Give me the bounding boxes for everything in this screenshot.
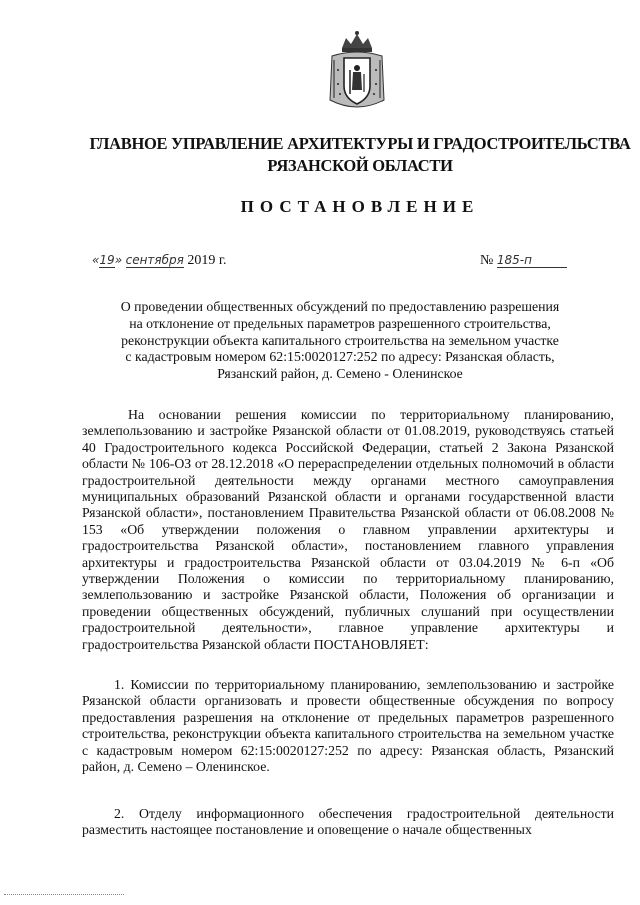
subject-line: О проведении общественных обсуждений по предоставлению разрешения — [120, 299, 560, 314]
organization-name-line2: РЯЗАНСКОЙ ОБЛАСТИ — [267, 156, 453, 175]
clause-1-paragraph: 1. Комиссии по территориальному планированию, землепользованию и застройке Рязанской области организовать и провести общественные обсуждения по вопросу предоставления разрешения на отклонение от предельных параметров разрешенного строительства, реконструкции объекта капитального строительства на земельном участке с кадастровым номером 62:15:0020127:252 по адресу: Рязанская область, Рязанский район, д. Семено – Оленинское. — [82, 677, 614, 775]
subject-line: реконструкции объекта капитального строительства на земельном участке — [121, 332, 559, 348]
date-month: сентября — [125, 253, 184, 267]
date-year: 2019 г. — [187, 253, 227, 268]
subject-line: Рязанский район, д. Семено - Оленинское — [217, 366, 463, 382]
clause-2-paragraph: 2. Отделу информационного обеспечения градостроительной деятельности разместить настоящее постановление и оповещение о начале общественных — [82, 806, 614, 838]
document-type-title: ПОСТАНОВЛЕНИЕ — [240, 197, 480, 216]
document-date — [92, 253, 227, 269]
document-subject — [90, 299, 590, 383]
number-prefix: № — [480, 253, 494, 268]
subject-line: с кадастровым номером 62:15:0020127:252 по адресу: Рязанская область, — [125, 349, 555, 365]
preamble-paragraph: На основании решения комиссии по территориальному планированию, землепользованию и застройке Рязанской области от 01.08.2019, руководствуясь статьей 40 Градостроительного кодекса Российской Федерации, статьей 2 Закона Рязанской области № 106-ОЗ от 28.12.2018 «О перераспределении отдельных полномочий в области градостроительной деятельности между органами местного самоуправления муниципальных образований Рязанской области и органами государственной власти Рязанской области», постановлением Правительства Рязанской области от 06.08.2008 № 153 «Об утверждении положения о главном управлении архитектуры и градостроительства Рязанской области», постановлением главного управления архитектуры и градостроительства Рязанской области от 03.04.2019 № 6-п «Об утверждении Положения о комиссии по территориальному планированию, землепользованию и застройке Рязанской области, Положения об организации и проведении общественных обсуждений, публичных слушаний при осуществлении градостроительной деятельности», главное управление архитектуры и градостроительства Рязанской области ПОСТАНОВЛЯЕТ: — [82, 407, 614, 652]
document-number — [480, 253, 567, 269]
number-value: 185-п — [497, 253, 567, 268]
date-day: 19 — [99, 253, 115, 267]
date-close-quote: » — [114, 253, 123, 267]
subject-line: на отклонение от предельных параметров разрешенного строительства, — [129, 315, 551, 331]
date-open-quote: « — [92, 253, 100, 267]
footer-divider — [4, 894, 124, 895]
coat-of-arms-emblem — [326, 30, 388, 118]
organization-name-line1: ГЛАВНОЕ УПРАВЛЕНИЕ АРХИТЕКТУРЫ И ГРАДОСТРОИТЕЛЬСТВА — [89, 134, 631, 153]
